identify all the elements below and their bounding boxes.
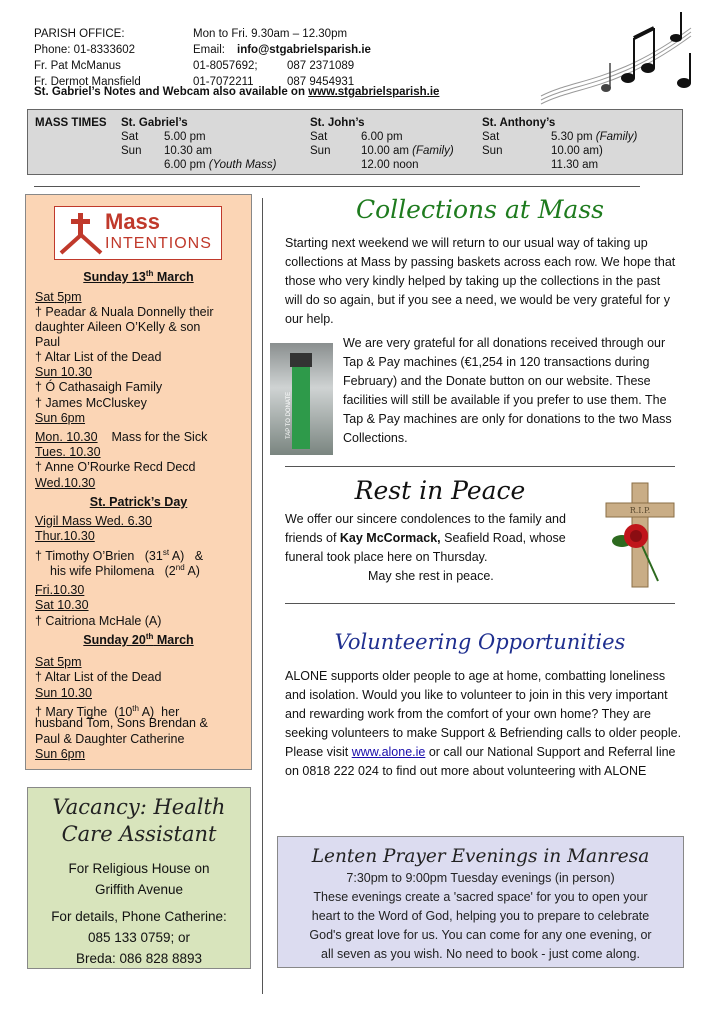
mass-slot: Thur.10.30 <box>35 529 95 543</box>
email-address[interactable]: info@stgabrielsparish.ie <box>237 44 371 56</box>
mass-slot: Sat 10.30 <box>35 598 89 612</box>
office-hours: Mon to Fri. 9.30am – 12.30pm <box>193 28 348 40</box>
mass-time: 6.00 pm <box>164 159 206 171</box>
intention-line: † Anne O’Rourke Recd Decd <box>35 460 196 474</box>
mass-time: 12.00 noon <box>361 159 419 171</box>
mass-times-box <box>27 109 683 175</box>
cross-with-rose-icon <box>600 481 680 591</box>
mass-slot: Tues. 10.30 <box>35 445 101 459</box>
office-phone: Phone: 01-8333602 <box>34 44 136 56</box>
intention-line: Paul & Daughter Catherine <box>35 732 185 746</box>
mass-time: 10.00 am <box>361 145 409 157</box>
notes-webcam-line <box>34 86 439 98</box>
lenten-text: These evenings create a 'sacred space' for you to open your <box>313 890 648 904</box>
lenten-text: 7:30pm to 9:00pm Tuesday evenings (in person) <box>346 871 615 885</box>
day-heading: Sunday 13th March <box>83 269 194 285</box>
mass-slot: Fri.10.30 <box>35 583 85 597</box>
priest-phone: 01-7072211 <box>193 76 254 88</box>
intention-line: Paul <box>35 335 61 349</box>
intention-line: his wife Philomena (2nd A) <box>50 563 200 579</box>
day-heading: St. Patrick’s Day <box>89 495 188 509</box>
volunteering-text: or call our National Support and Referral line on 0818 222 024 to find out more about volunteering with ALONE <box>285 745 676 778</box>
logo-intentions-text: INTENTIONS <box>105 235 212 252</box>
mass-slot: Sat 5pm <box>35 290 82 304</box>
mass-time: 10.30 am <box>164 145 212 157</box>
mass-day: Sun <box>121 145 142 157</box>
volunteering-paragraph <box>285 667 685 781</box>
church-name: St. Gabriel’s <box>121 117 188 129</box>
church-name: St. John’s <box>310 117 365 129</box>
vacancy-text: Griffith Avenue <box>94 882 184 897</box>
mass-slot: Sat 5pm <box>35 655 82 669</box>
mass-slot: Mon. 10.30 <box>35 430 98 444</box>
logo-mass-text: Mass <box>105 209 161 234</box>
intention-line: † Peadar & Nuala Donnelly their <box>35 305 214 319</box>
collections-title: Collections at Mass <box>356 195 604 224</box>
mass-slot: Sun 10.30 <box>35 365 92 379</box>
mass-slot: Sun 6pm <box>35 411 86 425</box>
office-label: PARISH OFFICE: <box>34 28 125 40</box>
lenten-title: Lenten Prayer Evenings in Manresa <box>311 846 650 867</box>
lenten-text: heart to the Word of God, helping you to prepare to celebrate <box>311 909 650 923</box>
lenten-prayer-box <box>277 836 684 968</box>
volunteering-text: ALONE supports older people to age at home, combatting loneliness and isolation. Would you like to volunteer to join in this very important and rewarding work from the comfort of your own home? They are seeking volunteers to make Support & Befriending calls to older people. Please visit <box>285 669 682 759</box>
intention-line: † James McCluskey <box>35 396 147 410</box>
mass-day: Sat <box>482 131 500 143</box>
priest-name: Fr. Dermot Mansfield <box>34 76 141 88</box>
mass-day: Sat <box>121 131 139 143</box>
vacancy-phone: 085 133 0759; or <box>87 930 191 945</box>
email-label: Email: <box>193 44 225 56</box>
mass-day: Sun <box>482 145 503 157</box>
priest-mobile: 087 9454931 <box>287 76 355 88</box>
mass-note: (Family) <box>412 145 454 157</box>
notes-text: St. Gabriel’s Notes and Webcam also available on <box>34 86 309 98</box>
intention-line: daughter Aileen O’Kelly & son <box>35 320 201 334</box>
mass-time: 5.00 pm <box>164 131 206 143</box>
deceased-name: Kay McCormack, <box>339 531 441 545</box>
alone-website-link[interactable]: www.alone.ie <box>351 745 426 759</box>
rip-paragraph <box>285 510 605 586</box>
vacancy-title-line: Care Assistant <box>61 822 217 846</box>
intention-line: † Altar List of the Dead <box>35 670 162 684</box>
intention-line: † Ó Cathasaigh Family <box>35 380 163 394</box>
lenten-text: God's great love for us. You can come for any one evening, or <box>309 928 652 942</box>
rip-text: Seafield Road, whose funeral took place here on Thursday. <box>285 531 566 564</box>
intention-line: † Timothy O’Brien (31st A) & <box>35 548 204 564</box>
vacancy-title <box>28 794 250 848</box>
vacancy-text: For details, Phone Catherine: <box>51 909 227 924</box>
mass-slot: Sun 10.30 <box>35 686 92 700</box>
column-divider <box>262 198 263 994</box>
mass-note: (Youth Mass) <box>208 159 277 171</box>
mass-day: Sat <box>310 131 328 143</box>
mass-times-label: MASS TIMES <box>35 117 107 129</box>
rip-closing: May she rest in peace. <box>368 569 494 583</box>
mass-time: 10.00 am) <box>551 145 603 157</box>
music-notes-icon <box>536 8 696 108</box>
mass-time: 6.00 pm <box>361 131 403 143</box>
lenten-text: all seven as you wish. No need to book - just come along. <box>321 947 640 961</box>
day-heading: Sunday 20th March <box>83 632 194 648</box>
rip-text: We offer our sincere condolences to the family and friends of <box>285 512 566 545</box>
mass-time: 11.30 am <box>551 159 599 171</box>
church-cross-icon <box>59 211 103 255</box>
church-name: St. Anthony’s <box>482 117 556 129</box>
mass-intentions-logo <box>54 206 222 260</box>
intention-line: husband Tom, Sons Brendan & <box>35 716 208 730</box>
mass-note: (Family) <box>595 131 638 143</box>
intention-line: † Altar List of the Dead <box>35 350 162 364</box>
cross-inscription: R.I.P. <box>629 506 651 515</box>
rip-title: Rest in Peace <box>354 476 526 505</box>
mass-intentions-box <box>25 194 252 770</box>
machine-label: TAP TO DONATE <box>286 391 292 439</box>
collections-paragraph: We are very grateful for all donations received through our Tap & Pay machines (€1,254 in 120 transactions during February) and the Donate button on our website. These facilities will still be available if you prefer to use them. The Tap & Pay machines are only for donations to the two Mass Collections. <box>343 336 672 445</box>
mass-time: 5.30 pm <box>551 131 593 143</box>
collections-paragraph: Starting next weekend we will return to our usual way of taking up collections at Mass by passing baskets across each row. We hope that those who very kindly helped by taking up the collections in the past will do so again, but if you see a need, we would be very grateful for y our help. <box>285 236 676 326</box>
mass-slot: Vigil Mass Wed. 6.30 <box>35 514 152 528</box>
volunteering-title: Volunteering Opportunities <box>334 630 626 654</box>
parish-office-info <box>34 26 371 90</box>
mass-day: Sun <box>310 145 331 157</box>
priest-name: Fr. Pat McManus <box>34 60 121 72</box>
intention-line: † Caitriona McHale (A) <box>35 614 162 628</box>
vacancy-title-line: Vacancy: Health <box>52 795 226 819</box>
mass-slot: Wed.10.30 <box>35 476 96 490</box>
priest-mobile: 087 2371089 <box>287 60 355 72</box>
tap-to-donate-machine-image <box>270 343 333 455</box>
intention-line: Mass for the Sick <box>111 430 208 444</box>
priest-phone: 01-8057692; <box>193 60 258 72</box>
mass-slot: Sun 6pm <box>35 747 86 761</box>
vacancy-text: For Religious House on <box>68 861 210 876</box>
divider <box>34 186 640 187</box>
intention-line: † Mary Tighe (10th A) her <box>35 704 180 720</box>
vacancy-phone: Breda: 086 828 8893 <box>75 951 203 966</box>
website-link[interactable]: www.stgabrielsparish.ie <box>308 86 440 98</box>
divider <box>285 603 675 604</box>
divider <box>285 466 675 467</box>
vacancy-box <box>27 787 251 969</box>
